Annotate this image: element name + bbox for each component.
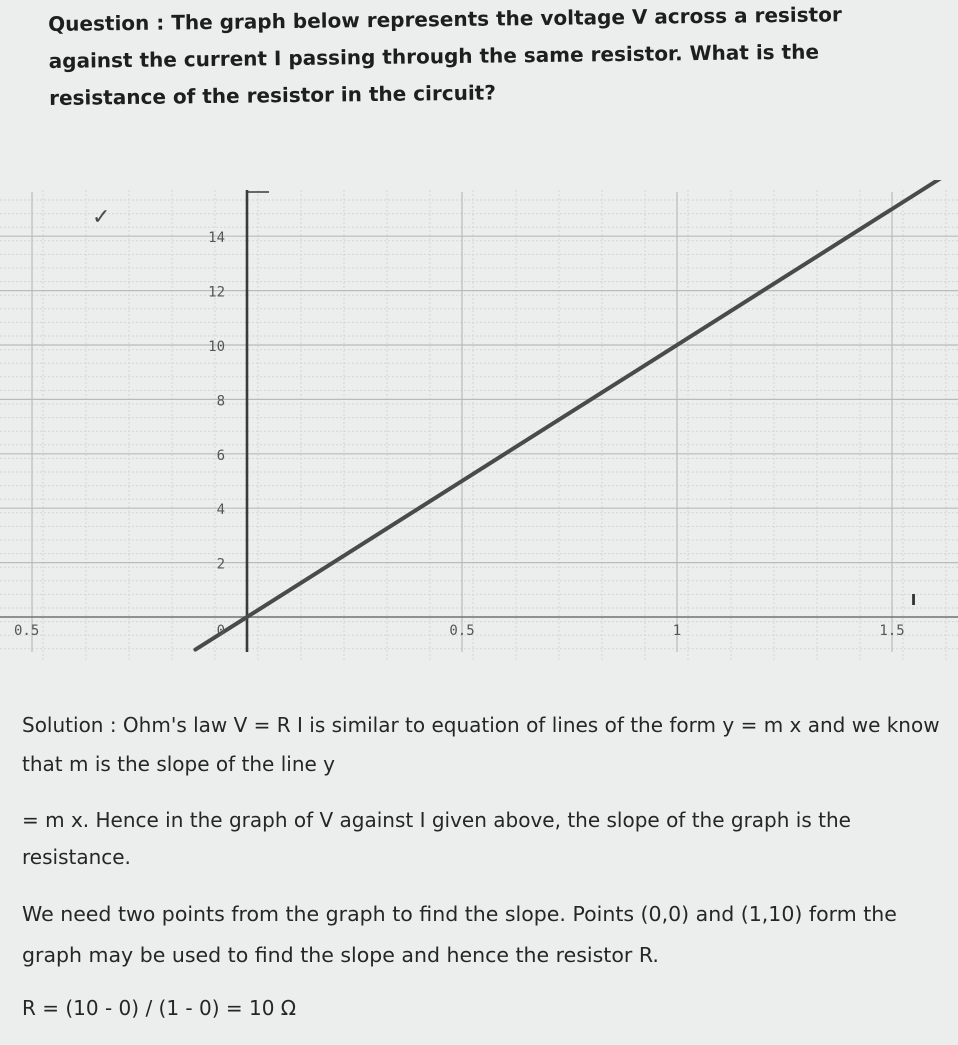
check-mark: ✓ xyxy=(92,205,111,230)
x-tick-label: 1.5 xyxy=(879,623,905,639)
chart-svg xyxy=(0,180,958,660)
y-tick-label: 0 xyxy=(216,623,225,639)
solution-section xyxy=(22,706,942,1028)
x-tick-label: 1 xyxy=(672,623,682,639)
solution-paragraph-1: Solution : Ohm's law V = R I is similar to equation of lines of the form y = m x and we know that m is the slope of the line y xyxy=(22,713,940,776)
solution-paragraph-2: = m x. Hence in the graph of V against I given above, the slope of the graph is the resistance. xyxy=(22,808,851,869)
y-tick-label: 10 xyxy=(208,339,225,355)
y-tick-label: 2 xyxy=(216,556,225,573)
voltage-current-graph xyxy=(0,180,958,660)
x-tick-label: 0.5 xyxy=(449,623,475,639)
y-tick-label: 14 xyxy=(208,230,225,247)
solution-formula: R = (10 - 0) / (1 - 0) = 10 Ω xyxy=(22,996,297,1020)
x-axis-label: I xyxy=(910,591,917,609)
y-tick-label: 6 xyxy=(216,447,225,464)
y-tick-label: 4 xyxy=(216,502,225,519)
y-tick-label: 12 xyxy=(208,284,225,301)
question-text: Question : The graph below represents the voltage V across a resistor against the current I passing through the same resistor. What is the resistance of the resistor in the circuit? xyxy=(48,2,842,110)
x-tick-label: 0.5 xyxy=(14,623,40,639)
y-tick-label: 8 xyxy=(216,393,225,410)
solution-paragraph-3: We need two points from the graph to find the slope. Points (0,0) and (1,10) form the graph may be used to find the slope and hence the resistor R. xyxy=(22,902,897,967)
series-line xyxy=(195,180,943,650)
